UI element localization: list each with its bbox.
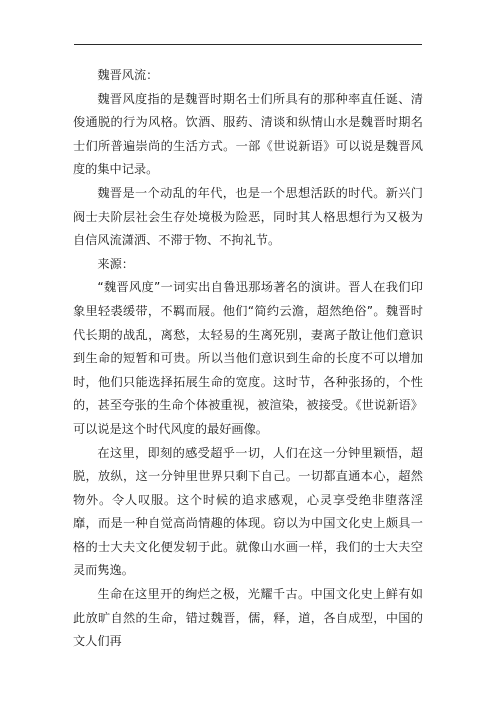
- paragraph-feeling: 在这里，即刻的感受超乎一切，人们在这一分钟里颖悟，超脱，放纵，这一分钟里世界只剩下自己。一切都直通本心，超然物外。令人叹服。这个时候的追求感观，心灵享受绝非堕落淫靡，而是一种自觉高尚情趣的体现。窃以为中国文化史上颇具一格的士大夫文化便发轫于此。就像山水画一样，我们的士大夫空灵而隽逸。: [73, 445, 423, 578]
- section-heading-origin: 来源：: [97, 256, 134, 271]
- document-body: [73, 64, 423, 654]
- section-heading-weijin-fengliu: 魏晋风流：: [97, 68, 159, 82]
- paragraph-definition: 魏晋风度指的是魏晋时期名士们所具有的那种率直任诞、清俊通脱的行为风格。饮酒、服药、清谈和纵情山水是魏晋时期名士们所普遍崇尚的生活方式。一部《世说新语》可以说是魏晋风度的集中记录。: [73, 91, 423, 177]
- paragraph-life: 生命在这里开的绚烂之极，光耀千古。中国文化史上鲜有如此放旷自然的生命，错过魏晋，儒，释，道，各自成型，中国的文人们再: [73, 587, 423, 649]
- header-rule: [74, 44, 422, 45]
- paragraph-era: 魏晋是一个动乱的年代，也是一个思想活跃的时代。新兴门阀士夫阶层社会生存处境极为险恶，同时其人格思想行为又极为自信风流潇洒、不滞于物、不拘礼节。: [73, 185, 423, 248]
- paragraph-origin: “魏晋风度”一词实出自鲁迅那场著名的演讲。晋人在我们印象里轻裘缓带，不羁而屐。他们“简约云澹，超然绝俗”。魏晋时代长期的战乱，离愁，太轻易的生离死别，妻离子散让他们意识到生命的短暂和可贵。所以当他们意识到生命的长度不可以增加时，他们只能选择拓展生命的宽度。这时节，各种张扬的，个性的，甚至夸张的生命个体被重视，被渲染，被接受。《世说新语》可以说是这个时代风度的最好画像。: [73, 280, 423, 436]
